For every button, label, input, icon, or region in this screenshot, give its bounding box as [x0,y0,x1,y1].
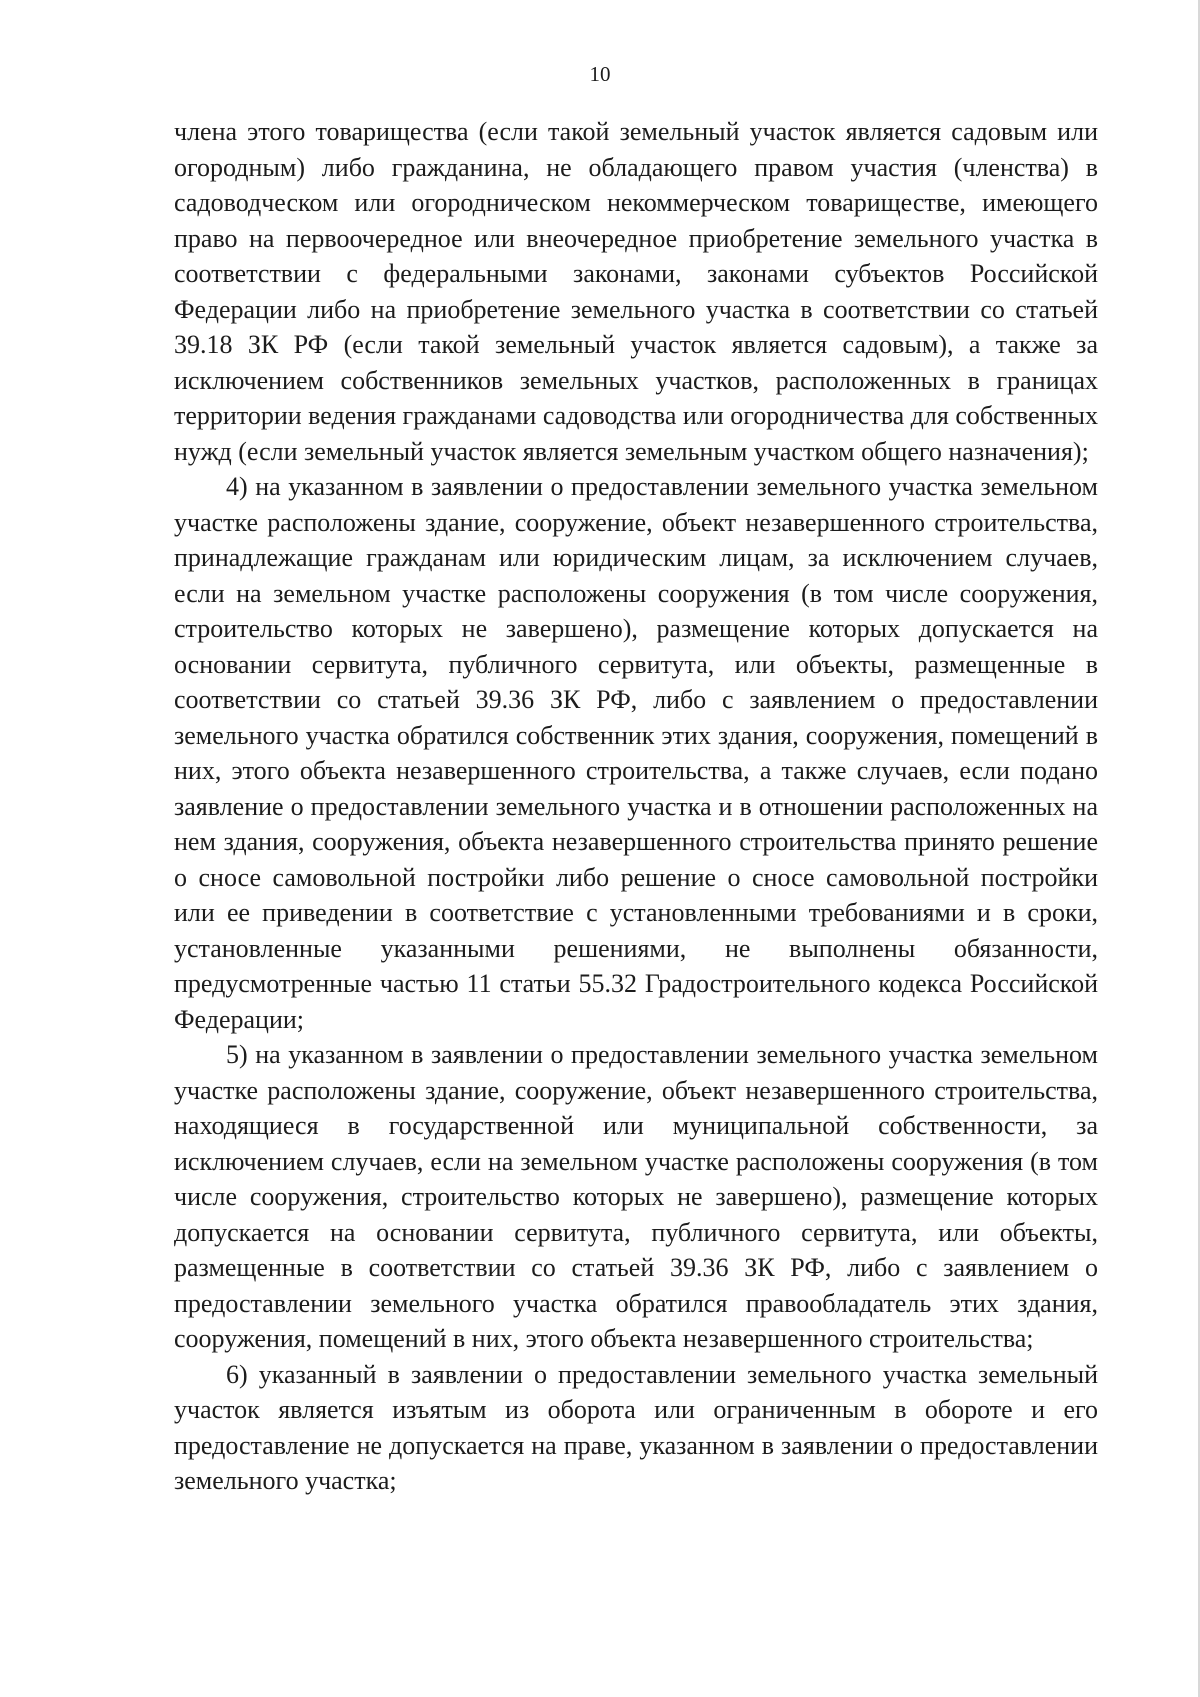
paragraph-item-6: 6) указанный в заявлении о предоставлении земельного участка земельный участок является изъятым из оборота или ограниченным в обороте и его предоставление не допускается на праве, указанном в заявлении о предоставлении земельного участка; [174,1359,1098,1495]
document-body [174,114,1098,1499]
paragraph-continuation: члена этого товарищества (если такой земельный участок является садовым или огородным) либо гражданина, не обладающего правом участия (членства) в садоводческом или огородническом некоммерческом товариществе, имеющего право на первоочередное или внеочередное приобретение земельного участка в соответствии с федеральными законами, законами субъектов Российской Федерации либо на приобретение земельного участка в соответствии со статьей 39.18 ЗК РФ (если такой земельный участок является садовым), а также за исключением собственников земельных участков, расположенных в границах территории ведения гражданами садоводства или огородничества для собственных нужд (если земельный участок является земельным участком общего назначения); [174,117,1098,466]
paragraph-item-5: 5) на указанном в заявлении о предоставлении земельного участка земельном участке расположены здание, сооружение, объект незавершенного строительства, находящиеся в государственной или муниципальной собственности, за исключением случаев, если на земельном участке расположены сооружения (в том числе сооружения, строительство которых не завершено), размещение которых допускается на основании сервитута, публичного сервитута, или объекты, размещенные в соответствии со статьей 39.36 ЗК РФ, либо с заявлением о предоставлении земельного участка обратился правообладатель этих здания, сооружения, помещений в них, этого объекта незавершенного строительства; [174,1040,1098,1353]
paragraph-item-4: 4) на указанном в заявлении о предоставлении земельного участка земельном участке расположены здание, сооружение, объект незавершенного строительства, принадлежащие гражданам или юридическим лицам, за исключением случаев, если на земельном участке расположены сооружения (в том числе сооружения, строительство которых не завершено), размещение которых допускается на основании сервитута, публичного сервитута, или объекты, размещенные в соответствии со статьей 39.36 ЗК РФ, либо с заявлением о предоставлении земельного участка обратился собственник этих здания, сооружения, помещений в них, этого объекта незавершенного строительства, а также случаев, если подано заявление о предоставлении земельного участка и в отношении расположенных на нем здания, сооружения, объекта незавершенного строительства принято решение о сносе самовольной постройки либо решение о сносе самовольной постройки или ее приведении в соответствие с установленными требованиями и в сроки, установленные указанными решениями, не выполнены обязанности, предусмотренные частью 11 статьи 55.32 Градостроительного кодекса Российской Федерации; [174,472,1098,1034]
page-number: 10 [589,62,611,86]
